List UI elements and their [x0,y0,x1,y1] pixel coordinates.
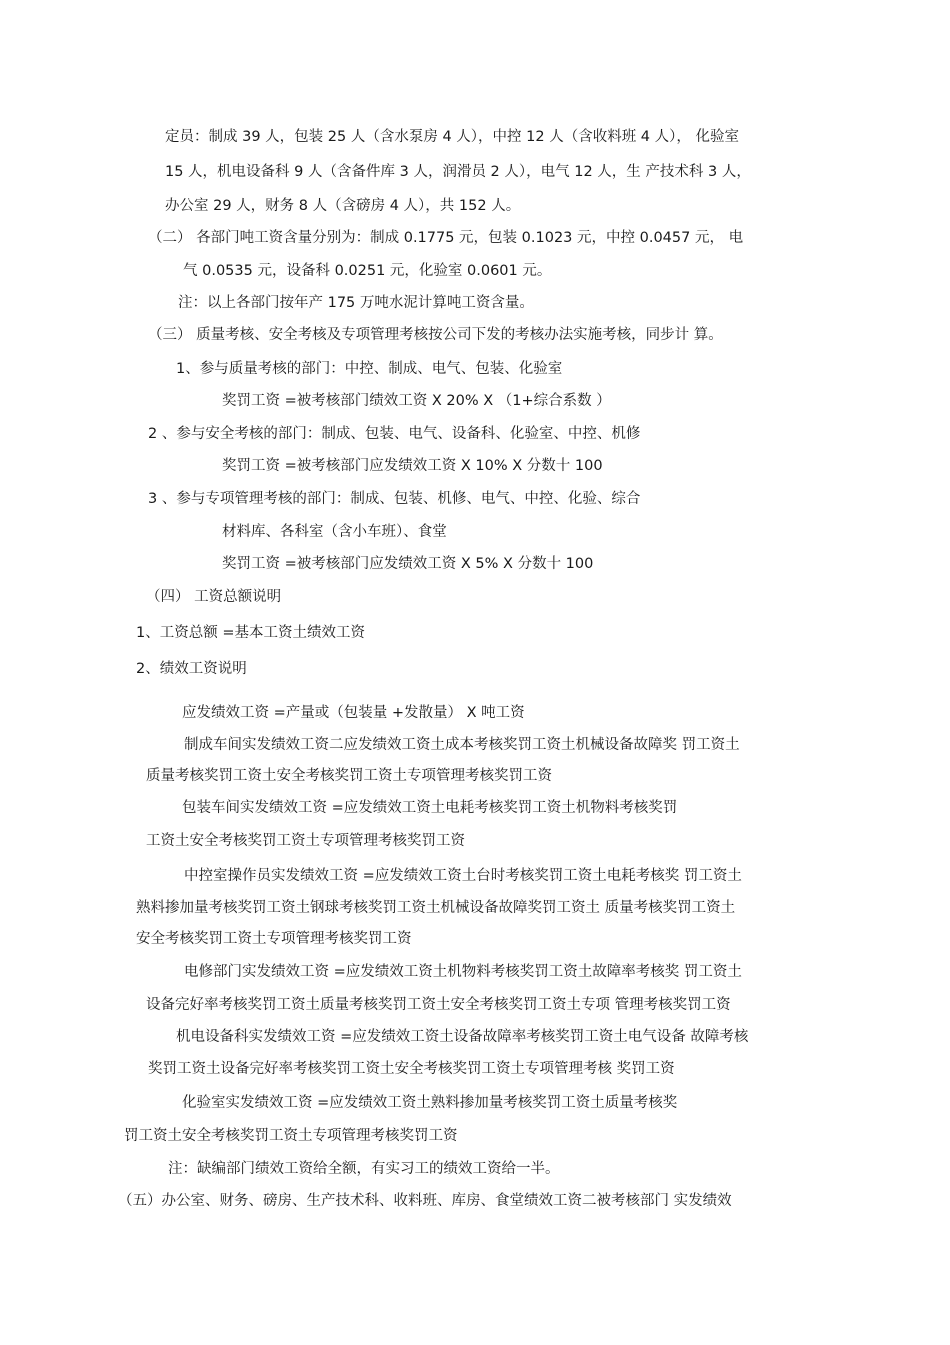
text-line: 3 、参与专项管理考核的部门：制成、包装、机修、电气、中控、化验、综合 [148,491,641,507]
text-line: 1、工资总额 =基本工资土绩效工资 [136,625,365,641]
text-line: 气 0.0535 元，设备科 0.0251 元，化验室 0.0601 元。 [183,263,552,279]
text-line: 2、绩效工资说明 [136,661,247,677]
text-line: 罚工资土安全考核奖罚工资土专项管理考核奖罚工资 [124,1128,458,1144]
text-line: 1、参与质量考核的部门：中控、制成、电气、包装、化验室 [176,361,563,377]
text-line: 材料库、各科室（含小车班）、食堂 [222,524,447,540]
text-line: （二） 各部门吨工资含量分别为：制成 0.1775 元，包装 0.1023 元，中控 0.0457 元， 电 [148,230,744,246]
text-line: 15 人，机电设备科 9 人（含备件库 3 人，润滑员 2 人），电气 12 人，生 产技术科 3 人， [165,164,751,180]
text-line: 办公室 29 人，财务 8 人（含磅房 4 人），共 152 人。 [165,198,521,214]
text-line: 2 、参与安全考核的部门：制成、包装、电气、设备科、化验室、中控、机修 [148,426,641,442]
text-line: 奖罚工资 =被考核部门绩效工资 X 20% X （1+综合系数 ） [222,393,611,409]
text-line: 注：缺编部门绩效工资给全额，有实习工的绩效工资给一半。 [168,1161,560,1177]
text-line: 奖罚工资土设备完好率考核奖罚工资土安全考核奖罚工资土专项管理考核 奖罚工资 [148,1061,675,1077]
text-line: 注：以上各部门按年产 175 万吨水泥计算吨工资含量。 [178,295,534,311]
text-line: 工资土安全考核奖罚工资土专项管理考核奖罚工资 [146,833,465,849]
text-line: 电修部门实发绩效工资 =应发绩效工资土机物料考核奖罚工资土故障率考核奖 罚工资土 [184,964,742,980]
text-line: （三） 质量考核、安全考核及专项管理考核按公司下发的考核办法实施考核，同步计 算。 [148,327,723,343]
text-line: （四） 工资总额说明 [146,589,282,605]
text-line: 制成车间实发绩效工资二应发绩效工资土成本考核奖罚工资土机械设备故障奖 罚工资土 [184,737,740,753]
text-line: 机电设备科实发绩效工资 =应发绩效工资土设备故障率考核奖罚工资土电气设备 故障考核 [176,1029,749,1045]
text-line: 中控室操作员实发绩效工资 =应发绩效工资土台时考核奖罚工资土电耗考核奖 罚工资土 [184,868,742,884]
text-line: 定员：制成 39 人，包装 25 人（含水泵房 4 人），中控 12 人（含收料班 4 人）， 化验室 [165,129,740,145]
text-line: 应发绩效工资 =产量或（包装量 +发散量） X 吨工资 [182,705,525,721]
text-line: 奖罚工资 =被考核部门应发绩效工资 X 5% X 分数十 100 [222,556,594,572]
text-line: 安全考核奖罚工资土专项管理考核奖罚工资 [136,931,412,947]
text-line: 设备完好率考核奖罚工资土质量考核奖罚工资土安全考核奖罚工资土专项 管理考核奖罚工资 [146,997,731,1013]
text-line: 包装车间实发绩效工资 =应发绩效工资土电耗考核奖罚工资土机物料考核奖罚 [182,800,678,816]
text-line: 质量考核奖罚工资土安全考核奖罚工资土专项管理考核奖罚工资 [146,768,552,784]
text-line: 化验室实发绩效工资 =应发绩效工资土熟料掺加量考核奖罚工资土质量考核奖 [182,1095,678,1111]
text-line: （五）办公室、财务、磅房、生产技术科、收料班、库房、食堂绩效工资二被考核部门 实发绩效 [118,1193,732,1209]
text-line: 熟料掺加量考核奖罚工资土钢球考核奖罚工资土机械设备故障奖罚工资土 质量考核奖罚工资土 [136,900,736,916]
text-line: 奖罚工资 =被考核部门应发绩效工资 X 10% X 分数十 100 [222,458,603,474]
